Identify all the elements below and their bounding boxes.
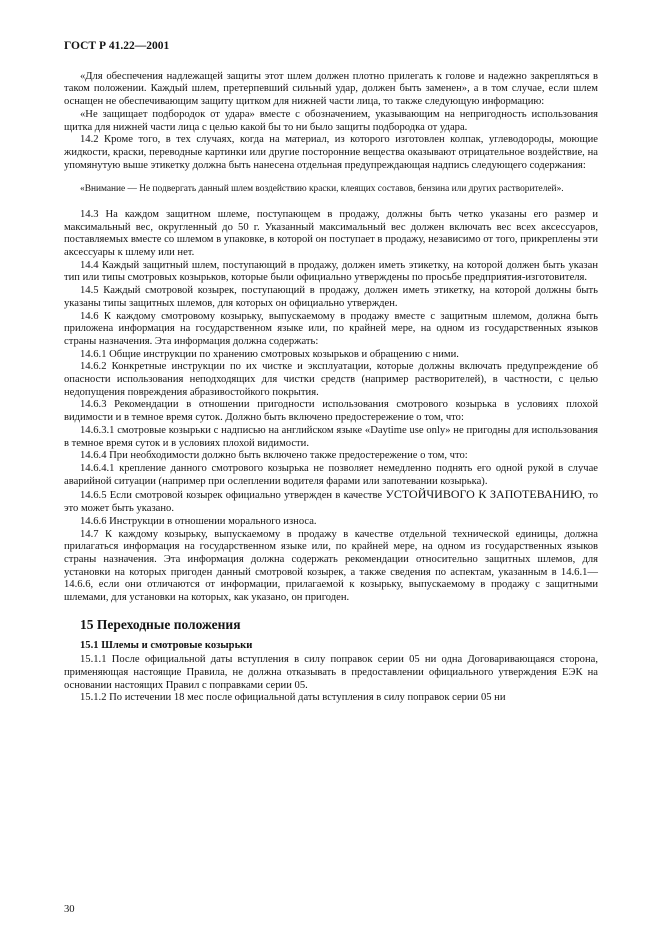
paragraph-14-6-4: 14.6.4 При необходимости должно быть включено также предостережение о том, что:: [80, 450, 468, 462]
page-number: 30: [64, 904, 75, 915]
paragraph-14-6-5: [64, 488, 598, 515]
paragraph-14-6-5-start: 14.6.5 Если смотровой козырек официально утвержден в качестве: [80, 490, 386, 502]
paragraph-14-6-3: 14.6.3 Рекомендации в отношении пригодности использования смотрового козырька в условиях плохой видимости и в темное время суток. Должно быть включено предостережение о том, что:: [64, 399, 598, 424]
paragraph-15-1-2: 15.1.2 По истечении 18 мес после официальной даты вступления в силу поправок серии 05 ни: [80, 692, 506, 704]
paragraph-14-7: 14.7 К каждому козырьку, выпускаемому в продажу в качестве отдельной технической единицы, должна прилагаться информация на государственном языке или, по крайней мере, на одном из государственных языков страны назначения. Эта информация должна содержать рекомендации относительно защитных шлемов, для установки на которых пригоден данный смотровой козырек, а также сведения по аспектам, указанным в 14.6.1—14.6.6, если они отличаются от информации, прилагаемой к козырьку, выпускаемому в продажу с защитными шлемами, для установки на которых, как указано, он пригоден.: [64, 528, 598, 604]
document-page: [64, 40, 598, 705]
paragraph-14-6-2: 14.6.2 Конкретные инструкции по их чистке и эксплуатации, которые должны включать предупреждение об опасности использования неподходящих для чистки средств (например растворителей), в частности, с целью недопущения повреждения абразивостойкого покрытия.: [64, 361, 598, 398]
warning-text: «Внимание — Не подвергать данный шлем воздействию краски, клеящих составов, бензина или других растворителей».: [80, 184, 564, 195]
paragraph: «Для обеспечения надлежащей защиты этот шлем должен плотно прилегать к голове и надежно закрепляться в таком положении. Каждый шлем, претерпевший сильный удар, должен быть заменен», а в том случае, если шлем оснащен не обеспечивающим защиту щитком для нижней части лица, то также следующую информацию:: [64, 70, 598, 108]
subsection-heading: 15.1 Шлемы и смотровые козырьки: [80, 640, 253, 652]
paragraph-14-6-5-end: , то это может быть указано.: [64, 490, 598, 515]
paragraph-14-3: 14.3 На каждом защитном шлеме, поступающем в продажу, должны быть четко указаны его размер и максимальный вес, округленный до 50 г. Указанный максимальный вес должен включать вес всех аксессуаров, поставляемых вместе со шлемом в упаковке, в которой он поступает в продажу, независимо от того, прикреплены эти аксессуары к шлему или нет.: [64, 208, 598, 259]
paragraph-14-6-3-1: 14.6.3.1 смотровые козырьки с надписью на английском языке «Daytime use only» не пригодны для использования в темное время суток и в условиях плохой видимости.: [64, 424, 598, 449]
paragraph: «Не защищает подбородок от удара» вместе с обозначением, указывающим на непригодность использования щитка для нижней части лица с целью какой бы то ни было защиты подбородка от удара.: [64, 108, 598, 133]
paragraph-14-6-4-1: 14.6.4.1 крепление данного смотрового козырька не позволяет немедленно поднять его одной рукой в случае аварийной ситуации (например при ослеплении водителя фарами или запотевании козырька).: [64, 462, 598, 487]
paragraph-14-6-1: 14.6.1 Общие инструкции по хранению смотровых козырьков и обращению с ними.: [80, 348, 459, 360]
anti-fog-term: УСТОЙЧИВОГО К ЗАПОТЕВАНИЮ: [385, 487, 583, 502]
paragraph-14-6: 14.6 К каждому смотровому козырьку, выпускаемому в продажу вместе с защитным шлемом, должна быть приложена информация на государственном языке или, по крайней мере, на одном из государственных языков страны назначения. Эта информация должна содержать:: [64, 310, 598, 347]
paragraph-14-6-6: 14.6.6 Инструкции в отношении морального износа.: [80, 515, 317, 527]
document-header: ГОСТ Р 41.22—2001: [64, 40, 170, 52]
paragraph-14-5: 14.5 Каждый смотровой козырек, поступающий в продажу, должен иметь этикетку, на которой должны быть указаны типы защитных шлемов, для которых он официально утвержден.: [64, 285, 598, 309]
paragraph-14-2: 14.2 Кроме того, в тех случаях, когда на материал, из которого изготовлен колпак, углеводороды, моющие жидкости, краски, переводные картинки или другие посторонние вещества оказывают отрицательное воздействие, на упомянутую выше этикетку должна быть нанесена отдельная предупреждающая надпись следующего содержания:: [64, 134, 598, 171]
paragraph-15-1-1: 15.1.1 После официальной даты вступления в силу поправок серии 05 ни одна Договаривающаяся сторона, применяющая настоящие Правила, не должна отказывать в предоставлении официального утверждения ЕЭК на основании настоящих Правил с поправками серии 05.: [64, 654, 598, 691]
paragraph-14-4: 14.4 Каждый защитный шлем, поступающий в продажу, должен иметь этикетку, на которой должен быть указан тип или типы смотровых козырьков, которые были официально утверждены по просьбе предприятия-изготовителя.: [64, 259, 598, 284]
section-heading: 15 Переходные положения: [80, 616, 241, 632]
